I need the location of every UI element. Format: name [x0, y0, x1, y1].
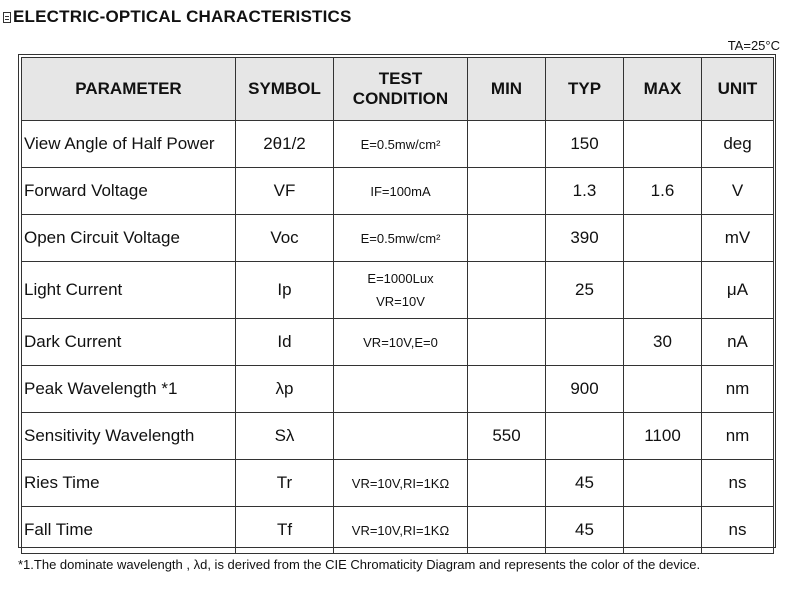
cell-symbol: Id [236, 319, 334, 366]
cell-max [624, 121, 702, 168]
header-typ: TYP [546, 58, 624, 121]
cell-parameter: View Angle of Half Power [22, 121, 236, 168]
cell-min [468, 215, 546, 262]
cell-symbol: λp [236, 366, 334, 413]
cell-typ: 150 [546, 121, 624, 168]
header-condition-line2: CONDITION [352, 89, 449, 108]
table-row [22, 121, 774, 168]
cell-typ: 900 [546, 366, 624, 413]
condition-line: VR=10V,RI=1KΩ [351, 522, 450, 538]
cell-max: 30 [624, 319, 702, 366]
condition-line: E=0.5mw/cm² [360, 136, 441, 152]
cell-typ: 390 [546, 215, 624, 262]
cell-parameter: Fall Time [22, 507, 236, 554]
cell-max: 1100 [624, 413, 702, 460]
table-row [22, 413, 774, 460]
condition-line: VR=10V,E=0 [363, 334, 438, 350]
cell-condition [334, 168, 468, 215]
cell-condition [334, 319, 468, 366]
cell-typ: 1.3 [546, 168, 624, 215]
cell-min [468, 507, 546, 554]
cell-unit: deg [702, 121, 774, 168]
table-row [22, 319, 774, 366]
footnote: *1.The dominate wavelength , λd, is derived from the CIE Chromaticity Diagram and represents the color of the device. [18, 557, 701, 572]
header-min: MIN [468, 58, 546, 121]
cell-min [468, 460, 546, 507]
cell-typ: 45 [546, 507, 624, 554]
header-condition [334, 58, 468, 121]
cell-unit: ns [702, 460, 774, 507]
cell-typ [546, 319, 624, 366]
cell-parameter: Forward Voltage [22, 168, 236, 215]
section-title [3, 7, 352, 27]
cell-parameter: Peak Wavelength *1 [22, 366, 236, 413]
cell-min [468, 262, 546, 319]
cell-min [468, 366, 546, 413]
table-row [22, 215, 774, 262]
condition-line: VR=10V [376, 294, 425, 309]
cell-typ: 45 [546, 460, 624, 507]
cell-unit: nm [702, 366, 774, 413]
cell-max [624, 507, 702, 554]
table-row [22, 366, 774, 413]
header-max: MAX [624, 58, 702, 121]
cell-max: 1.6 [624, 168, 702, 215]
cell-symbol: Tf [236, 507, 334, 554]
cell-condition [334, 262, 468, 319]
condition-line: E=1000Lux [367, 271, 434, 286]
cell-min [468, 121, 546, 168]
cell-symbol: VF [236, 168, 334, 215]
header-symbol: SYMBOL [236, 58, 334, 121]
cell-symbol: Voc [236, 215, 334, 262]
table-row [22, 168, 774, 215]
condition-line: VR=10V,RI=1KΩ [351, 475, 450, 491]
cell-condition [334, 507, 468, 554]
cell-unit: nm [702, 413, 774, 460]
table-row [22, 262, 774, 319]
cell-condition [334, 460, 468, 507]
section-title-text: ELECTRIC-OPTICAL CHARACTERISTICS [13, 7, 352, 26]
header-row [22, 58, 774, 121]
cell-condition [334, 413, 468, 460]
ambient-temperature: TA=25°C [727, 38, 780, 53]
header-unit: UNIT [702, 58, 774, 121]
cell-unit: V [702, 168, 774, 215]
cell-parameter: Light Current [22, 262, 236, 319]
cell-condition [334, 215, 468, 262]
cell-min: 550 [468, 413, 546, 460]
cell-unit: ns [702, 507, 774, 554]
condition-line: E=0.5mw/cm² [360, 230, 441, 246]
cell-min [468, 168, 546, 215]
cell-unit: nA [702, 319, 774, 366]
cell-max [624, 366, 702, 413]
cell-max [624, 215, 702, 262]
cell-typ: 25 [546, 262, 624, 319]
cell-max [624, 262, 702, 319]
cell-typ [546, 413, 624, 460]
cell-symbol: Ip [236, 262, 334, 319]
cell-symbol: Sλ [236, 413, 334, 460]
table-row [22, 460, 774, 507]
condition-line: IF=100mA [370, 183, 431, 199]
cell-condition [334, 366, 468, 413]
document-icon [3, 12, 11, 23]
header-condition-line1: TEST [378, 69, 423, 88]
cell-symbol: 2θ1/2 [236, 121, 334, 168]
cell-parameter: Dark Current [22, 319, 236, 366]
cell-unit: μA [702, 262, 774, 319]
cell-parameter: Sensitivity Wavelength [22, 413, 236, 460]
table-row [22, 507, 774, 554]
cell-parameter: Ries Time [22, 460, 236, 507]
cell-condition [334, 121, 468, 168]
cell-symbol: Tr [236, 460, 334, 507]
cell-max [624, 460, 702, 507]
cell-parameter: Open Circuit Voltage [22, 215, 236, 262]
characteristics-table [21, 57, 774, 554]
header-parameter: PARAMETER [22, 58, 236, 121]
cell-unit: mV [702, 215, 774, 262]
cell-min [468, 319, 546, 366]
